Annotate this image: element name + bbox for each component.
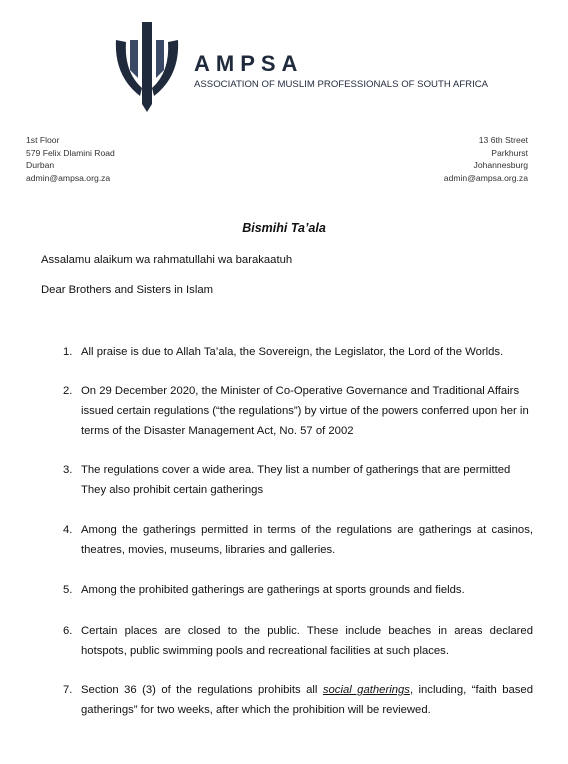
list-item-text: The regulations cover a wide area. They list a number of gatherings that are permitted They also prohibit certain gatherings — [81, 464, 511, 496]
address-line: Johannesburg — [473, 160, 528, 171]
address-line: 579 Felix Dlamini Road — [26, 147, 115, 158]
list-item-number: 1. — [63, 346, 73, 358]
list-item-text-part: , including, “faith based gatherings” for two weeks, after which the prohibition will be reviewed. — [81, 684, 533, 716]
greeting: Assalamu alaikum wa rahmatullahi wa barakaatuh — [41, 254, 293, 266]
letter-title: Bismihi Ta’ala — [242, 221, 326, 235]
address-line: 1st Floor — [26, 135, 60, 145]
list-item-text — [81, 680, 533, 720]
list-item-number: 6. — [63, 625, 73, 637]
list-item — [63, 621, 533, 661]
list-item-text: On 29 December 2020, the Minister of Co-Operative Governance and Traditional Affairs issued certain regulations (“the regulations”) by virtue of the powers conferred upon her in terms of the Disaster Management Act, No. 57 of 2002 — [81, 385, 529, 437]
list-item-number: 2. — [63, 385, 73, 397]
email-link[interactable]: admin@ampsa.org.za — [443, 172, 528, 183]
brand-name: AMPSA — [194, 51, 304, 76]
emphasized-term: social gatherings — [322, 684, 410, 696]
list-item — [63, 342, 533, 362]
list-item-number: 4. — [63, 524, 73, 536]
list-item-text: Among the gatherings permitted in terms of the regulations are gatherings at casinos, theatres, movies, museums, libraries and galleries. — [81, 524, 533, 556]
list-item — [63, 460, 533, 500]
brand-tagline: ASSOCIATION OF MUSLIM PROFESSIONALS OF SOUTH AFRICA — [194, 79, 489, 90]
email-link[interactable]: admin@ampsa.org.za — [26, 172, 111, 183]
list-item-text: Certain places are closed to the public. These include beaches in areas declared hotspots, public swimming pools and recreational facilities at such places. — [81, 625, 533, 657]
address-durban — [26, 134, 115, 184]
list-item — [63, 580, 533, 600]
list-item-number: 3. — [63, 464, 73, 476]
list-item-number: 7. — [63, 684, 73, 696]
list-item — [63, 520, 533, 560]
address-line: Durban — [26, 160, 55, 171]
address-line: 13 6th Street — [478, 135, 528, 145]
list-item-text: Among the prohibited gatherings are gatherings at sports grounds and fields. — [81, 584, 465, 596]
list-item-text: All praise is due to Allah Ta’ala, the Sovereign, the Legislator, the Lord of the Worlds. — [81, 346, 504, 358]
address-line-salutation: Dear Brothers and Sisters in Islam — [41, 284, 214, 296]
list-item-text-part: Section 36 (3) of the regulations prohibits all — [81, 684, 323, 696]
ampsa-logo — [112, 18, 182, 114]
list-item-number: 5. — [63, 584, 73, 596]
address-line: Parkhurst — [491, 147, 528, 158]
list-item — [63, 680, 533, 720]
address-johannesburg — [444, 134, 528, 184]
list-item — [63, 381, 533, 441]
